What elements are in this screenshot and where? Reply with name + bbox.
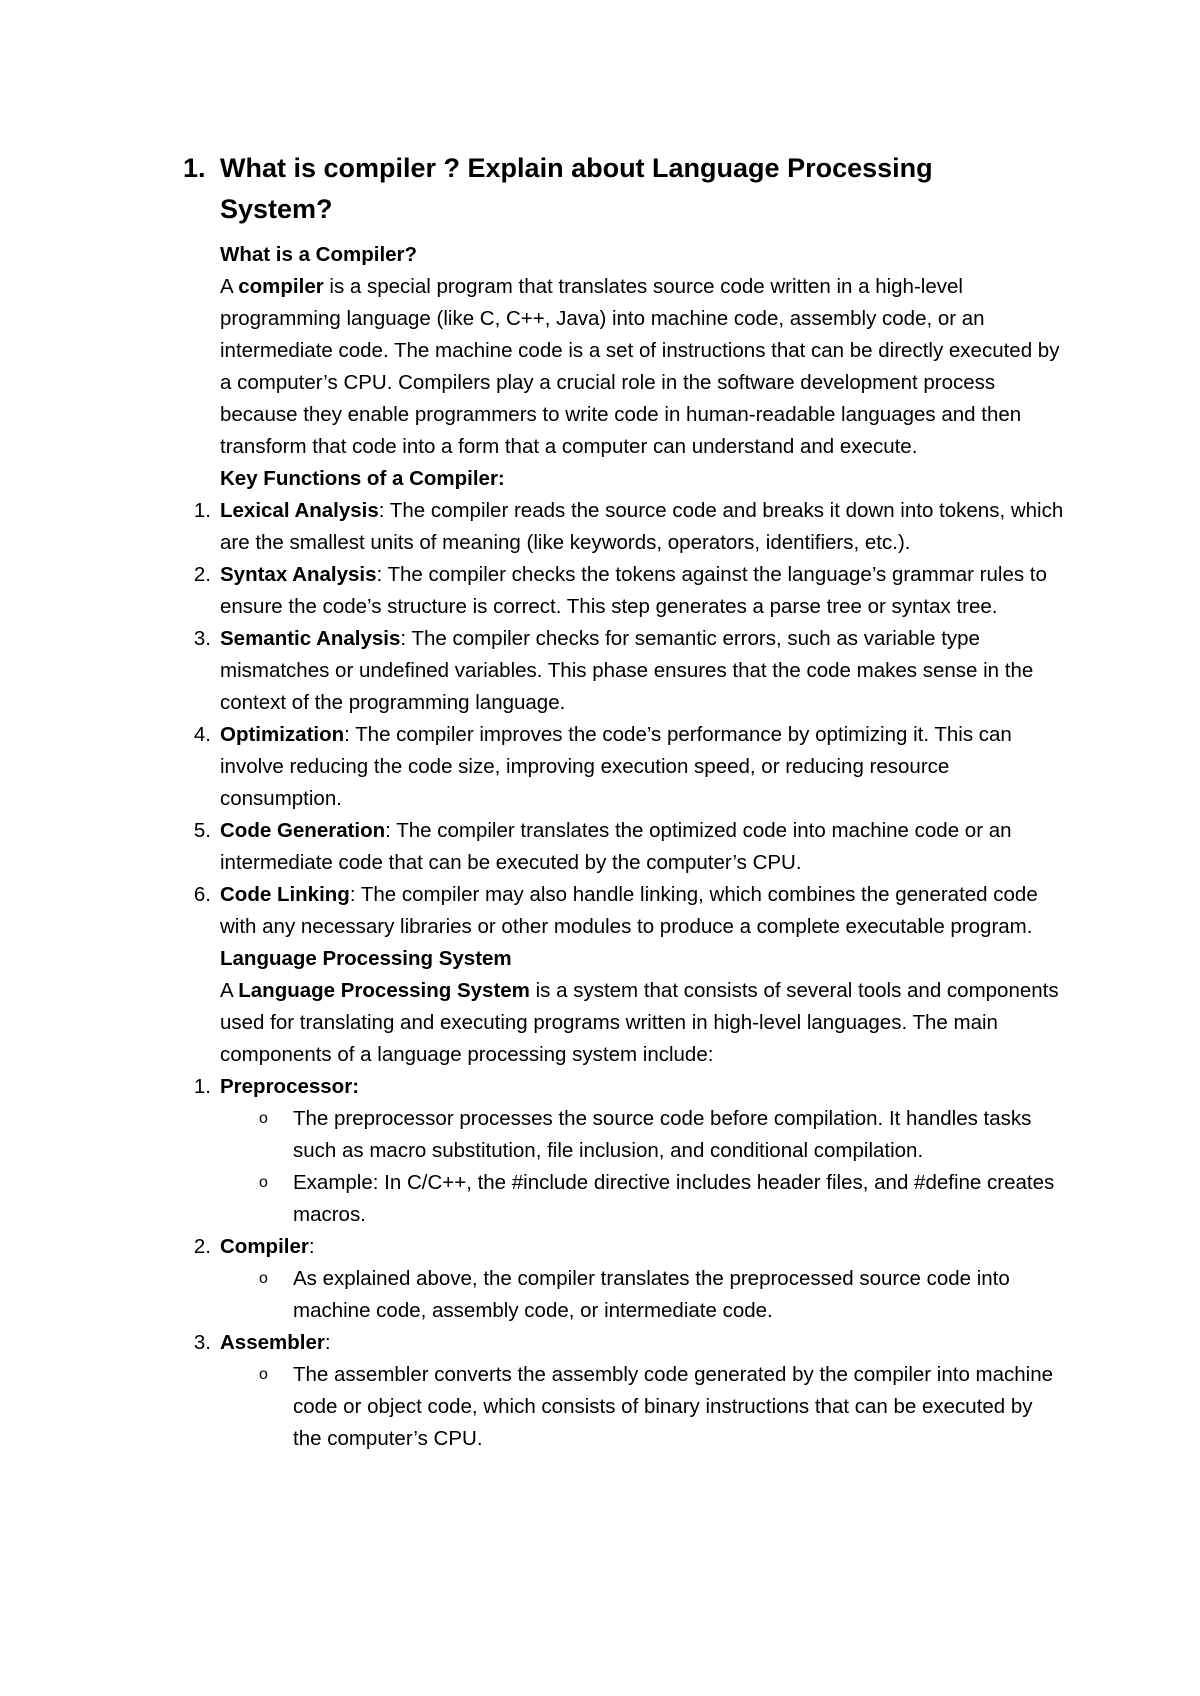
paragraph-prefix: A: [220, 275, 239, 298]
component-colon: :: [352, 1075, 360, 1098]
list-item-text: : The compiler improves the code’s performance by optimizing it. This can involve reducing the code size, improving execution speed, or reducing resource consumption.: [220, 723, 1012, 810]
bullet-item: [259, 1359, 1065, 1455]
paragraph-text: is a special program that translates source code written in a high-level programming language (like C, C++, Java) into machine code, assembly code, or an intermediate code. The machine code is a set of instructions that can be directly executed by a computer’s CPU. Compilers play a crucial role in the software development process because they enable programmers to write code in human-readable languages and then transform that code into a form that a computer can understand and execute.: [220, 275, 1060, 458]
list-item-term: Optimization: [220, 723, 345, 746]
bullet-list: [220, 1263, 1065, 1327]
bullet-text: As explained above, the compiler translates the preprocessed source code into machine code, assembly code, or intermediate code.: [293, 1267, 1010, 1322]
list-item: [193, 879, 1065, 943]
subheading-what-is-compiler: What is a Compiler?: [220, 243, 418, 266]
list-number: 2.: [193, 563, 211, 586]
question-number: 1.: [183, 153, 206, 183]
paragraph-text: is a system that consists of several tools and components used for translating and executing programs written in high-level languages. The main components of a language processing system include:: [220, 979, 1059, 1066]
bullet-item: [259, 1167, 1065, 1231]
list-item: [193, 495, 1065, 559]
component-term: Preprocessor: [220, 1075, 353, 1098]
subheading-key-functions: Key Functions of a Compiler:: [220, 467, 505, 490]
bullet-icon: o: [259, 1174, 268, 1191]
bullet-item: [259, 1103, 1065, 1167]
list-item: [193, 559, 1065, 623]
list-number: 6.: [193, 883, 211, 906]
list-item-text: : The compiler translates the optimized code into machine code or an intermediate code that can be executed by the computer’s CPU.: [220, 819, 1012, 874]
subheading-language-processing-system: Language Processing System: [220, 947, 512, 970]
list-number: 4.: [193, 723, 211, 746]
bullet-list: [220, 1359, 1065, 1455]
bullet-list: [220, 1103, 1065, 1231]
component-colon: :: [308, 1235, 315, 1258]
term-language-processing-system: Language Processing System: [238, 979, 530, 1002]
bullet-item: [259, 1263, 1065, 1327]
bullet-text: Example: In C/C++, the #include directive includes header files, and #define creates macros.: [293, 1171, 1055, 1226]
component-colon: :: [324, 1331, 331, 1354]
key-functions-list: [193, 495, 1065, 943]
list-number: 1.: [193, 1075, 211, 1098]
list-item: [193, 623, 1065, 719]
list-number: 3.: [193, 627, 211, 650]
list-item-text: : The compiler checks the tokens against the language’s grammar rules to ensure the code’s structure is correct. This step generates a parse tree or syntax tree.: [220, 563, 1047, 618]
list-number: 5.: [193, 819, 211, 842]
paragraph-prefix: A: [220, 979, 239, 1002]
document-body: [193, 239, 1065, 1455]
list-item-text: : The compiler may also handle linking, which combines the generated code with any necessary libraries or other modules to produce a complete executable program.: [220, 883, 1038, 938]
bullet-icon: o: [259, 1110, 268, 1127]
list-item-preprocessor: [193, 1071, 1065, 1231]
lps-definition-paragraph: [220, 975, 1065, 1071]
component-term: Compiler: [220, 1235, 309, 1258]
bullet-text: The preprocessor processes the source code before compilation. It handles tasks such as macro substitution, file inclusion, and conditional compilation.: [293, 1107, 1032, 1162]
question-title: What is compiler ? Explain about Language Processing System?: [220, 153, 933, 224]
list-item-term: Code Linking: [220, 883, 350, 906]
list-item: [193, 719, 1065, 815]
list-item-term: Lexical Analysis: [220, 499, 379, 522]
list-item-text: : The compiler checks for semantic errors, such as variable type mismatches or undefined variables. This phase ensures that the code makes sense in the context of the programming language.: [220, 627, 1034, 714]
list-item-assembler: [193, 1327, 1065, 1455]
list-item-term: Semantic Analysis: [220, 627, 401, 650]
list-item-term: Code Generation: [220, 819, 386, 842]
list-item-text: : The compiler reads the source code and breaks it down into tokens, which are the smallest units of meaning (like keywords, operators, identifiers, etc.).: [220, 499, 1064, 554]
bullet-icon: o: [259, 1270, 268, 1287]
bullet-text: The assembler converts the assembly code generated by the compiler into machine code or object code, which consists of binary instructions that can be executed by the computer’s CPU.: [293, 1363, 1054, 1450]
bullet-icon: o: [259, 1366, 268, 1383]
list-number: 1.: [193, 499, 211, 522]
list-number: 2.: [193, 1235, 211, 1258]
list-item-compiler: [193, 1231, 1065, 1327]
list-item-term: Syntax Analysis: [220, 563, 377, 586]
list-number: 3.: [193, 1331, 211, 1354]
compiler-definition-paragraph: [220, 271, 1065, 463]
lps-components-list: [193, 1071, 1065, 1455]
list-item: [193, 815, 1065, 879]
component-term: Assembler: [220, 1331, 325, 1354]
term-compiler: compiler: [238, 275, 324, 298]
